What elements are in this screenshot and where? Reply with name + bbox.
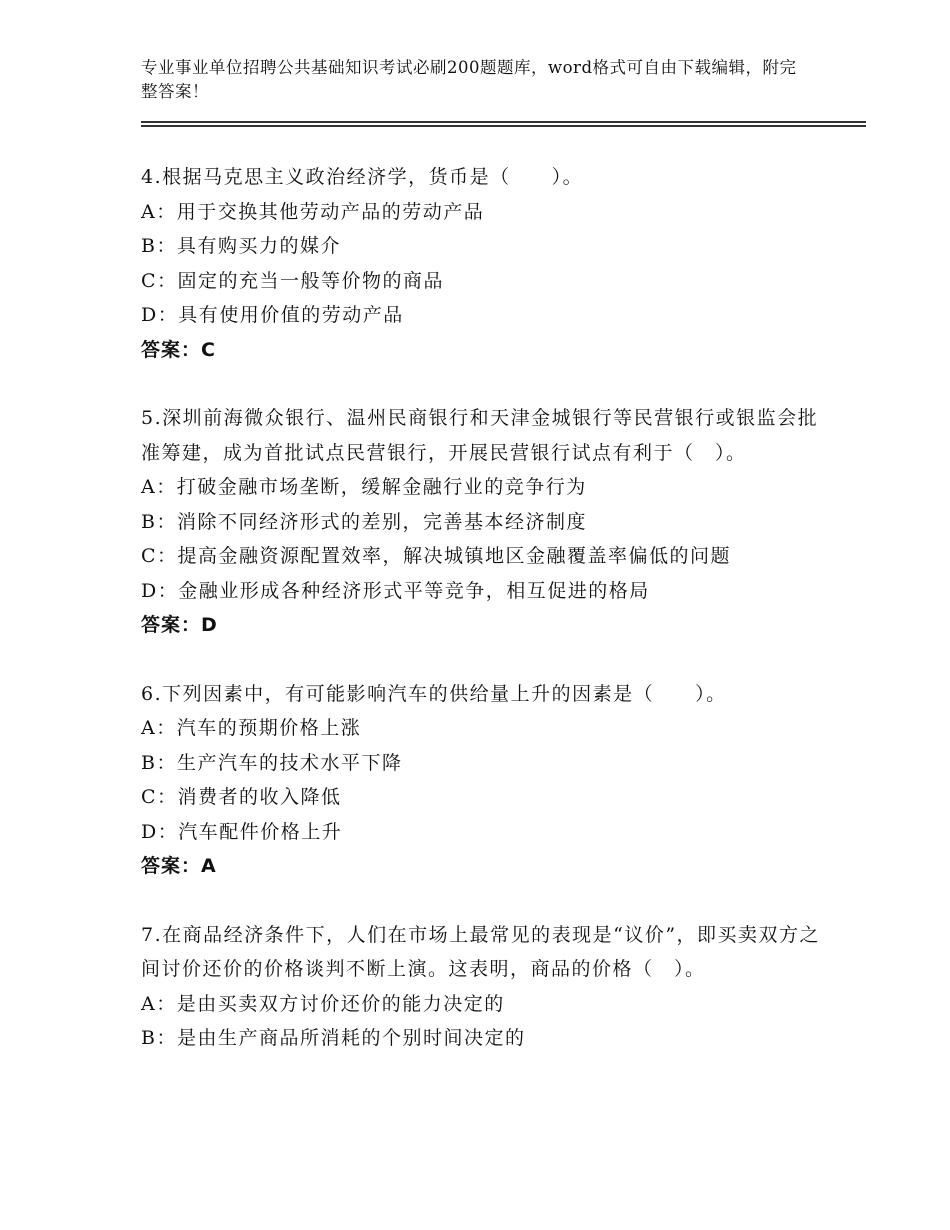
question-stem: 7.在商品经济条件下，人们在市场上最常见的表现是“议价”，即买卖双方之间讨价还价的价格谈判不断上演。这表明，商品的价格（ ）。 bbox=[141, 923, 821, 980]
option-c: C：提高金融资源配置效率，解决城镇地区金融覆盖率偏低的问题 bbox=[141, 545, 732, 567]
header-rule-bottom bbox=[141, 125, 866, 127]
option-a: A：用于交换其他劳动产品的劳动产品 bbox=[141, 200, 485, 223]
question-6 bbox=[141, 677, 821, 884]
option-b: B：具有购买力的媒介 bbox=[141, 235, 341, 257]
question-stem: 5.深圳前海微众银行、温州民商银行和天津金城银行等民营银行或银监会批准筹建，成为首批试点民营银行，开展民营银行试点有利于（ ）。 bbox=[141, 407, 819, 464]
option-d: D：金融业形成各种经济形式平等竞争，相互促进的格局 bbox=[141, 579, 650, 602]
question-5 bbox=[141, 401, 821, 643]
question-stem: 4.根据马克思主义政治经济学，货币是（ ）。 bbox=[141, 166, 584, 188]
option-a: A：汽车的预期价格上涨 bbox=[141, 717, 362, 739]
question-4 bbox=[141, 160, 821, 367]
question-7 bbox=[141, 918, 821, 1056]
option-c: C：固定的充当一般等价物的商品 bbox=[141, 269, 445, 292]
option-b: B：是由生产商品所消耗的个别时间决定的 bbox=[141, 1027, 526, 1049]
document-header: 专业事业单位招聘公共基础知识考试必刷200题题库，word格式可自由下载编辑，附完整答案！ bbox=[141, 58, 797, 101]
option-a: A：是由买卖双方讨价还价的能力决定的 bbox=[141, 992, 505, 1015]
option-b: B：消除不同经济形式的差别，完善基本经济制度 bbox=[141, 510, 587, 533]
answer: 答案：A bbox=[141, 855, 217, 877]
header-rule-top bbox=[141, 121, 866, 123]
option-d: D：具有使用价值的劳动产品 bbox=[141, 304, 404, 326]
question-stem: 6.下列因素中，有可能影响汽车的供给量上升的因素是（ ）。 bbox=[141, 682, 727, 705]
answer: 答案：C bbox=[141, 338, 216, 361]
question-list bbox=[141, 160, 821, 1090]
option-c: C：消费者的收入降低 bbox=[141, 786, 342, 808]
answer: 答案：D bbox=[141, 614, 218, 636]
option-b: B：生产汽车的技术水平下降 bbox=[141, 751, 403, 774]
option-d: D：汽车配件价格上升 bbox=[141, 820, 343, 843]
option-a: A：打破金融市场垄断，缓解金融行业的竞争行为 bbox=[141, 476, 587, 498]
